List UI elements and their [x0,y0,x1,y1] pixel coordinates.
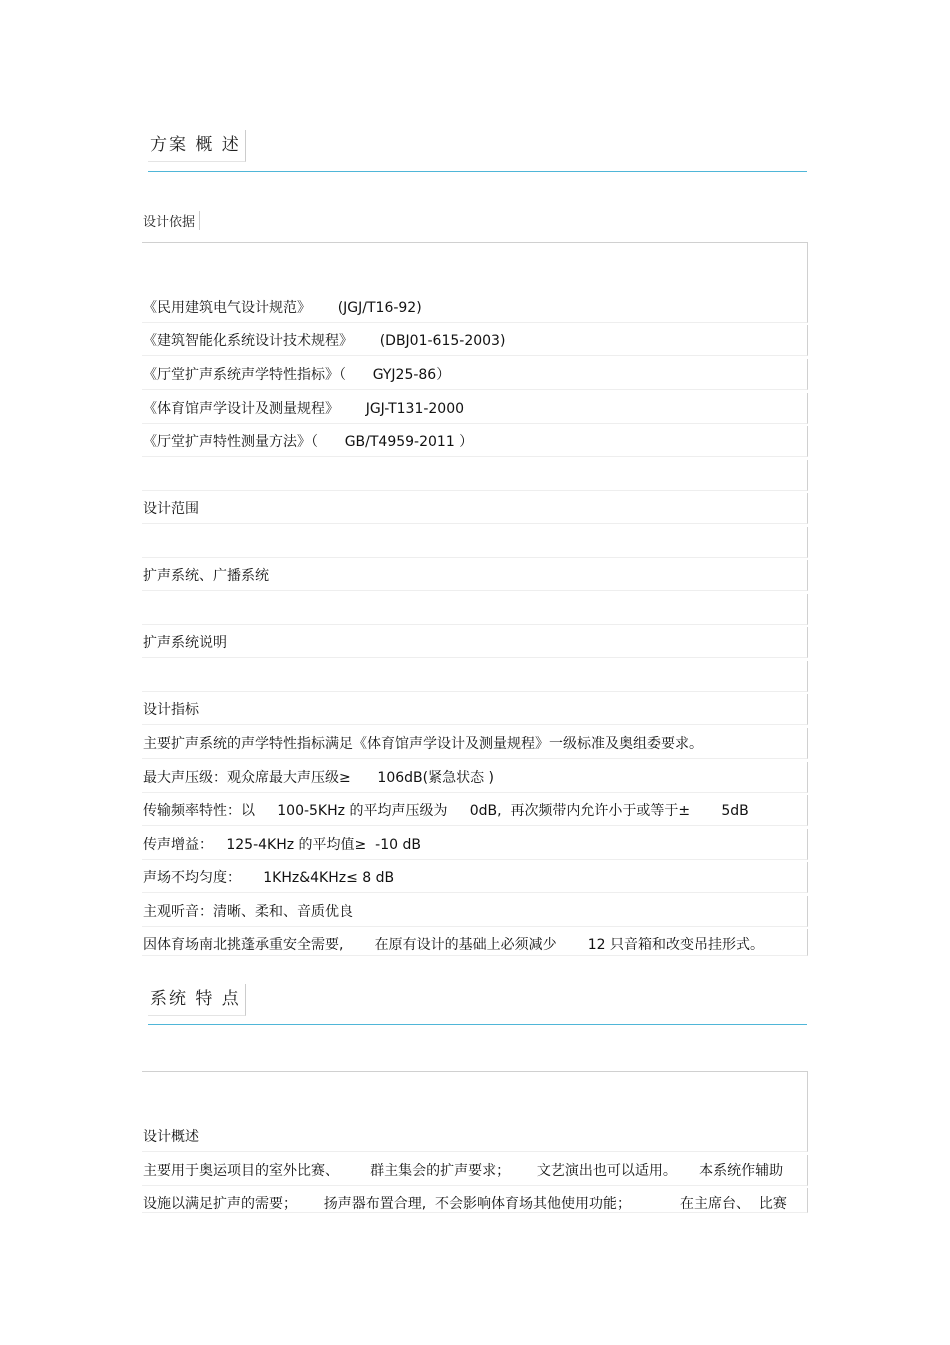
section-divider [148,171,807,172]
target-line: 传输频率特性：以 100-5KHz 的平均声压级为 0dB, 再次频带内允许小于或等于± 5dB [143,803,749,819]
target-line: 声场不均匀度： 1KHz&4KHz≤ 8 dB [143,870,395,886]
pa-row-bg [142,627,808,658]
design-scope-heading: 设计范围 [143,501,199,517]
target-line: 主观听音：清晰、柔和、音质优良 [143,904,353,920]
empty-row [142,661,808,692]
target-line: 最大声压级：观众席最大声压级≥ 106dB(紧急状态 ) [143,770,495,786]
empty-row [142,527,808,558]
overview-line: 设施以满足扩声的需要； 扬声器布置合理, 不会影响体育场其他使用功能； 在主席台、 比赛 [143,1196,787,1212]
overview-line: 主要用于奥运项目的室外比赛、 群主集会的扩声要求； 文艺演出也可以适用。 本系统作辅助 [143,1163,784,1179]
target-line: 因体育场南北挑蓬承重安全需要, 在原有设计的基础上必须减少 12 只音箱和改变吊挂形式。 [143,937,765,953]
basis-item: 《厅堂扩声特性测量方法》（ GB/T4959-2011 ） [143,434,474,450]
design-overview-heading: 设计概述 [143,1129,199,1145]
section-title-features: 系统 特 点 [148,984,246,1016]
scope-row-bg [142,493,808,524]
target-line: 主要扩声系统的声学特性指标满足《体育馆声学设计及测量规程》一级标准及奥组委要求。 [143,736,703,752]
overview-row-bg [142,1121,808,1152]
empty-row [142,460,808,491]
empty-row [142,594,808,625]
basis-item: 《体育馆声学设计及测量规程》 JGJ-T131-2000 [143,401,465,417]
design-targets-heading: 设计指标 [143,702,199,718]
section-title-overview: 方案 概 述 [148,130,246,162]
basis-item: 《民用建筑电气设计规范》 (JGJ/T16-92) [143,300,422,316]
basis-item: 《厅堂扩声系统声学特性指标》（ GYJ25-86） [143,367,451,383]
design-scope-text: 扩声系统、广播系统 [143,568,269,584]
targets-row-bg [142,694,808,725]
target-line: 传声增益： 125-4KHz 的平均值≥ -10 dB [143,837,421,853]
design-basis-heading: 设计依据 [143,211,200,230]
pa-system-heading: 扩声系统说明 [143,635,227,651]
basis-item: 《建筑智能化系统设计技术规程》 (DBJ01-615-2003) [143,333,506,349]
section-divider [148,1024,807,1025]
